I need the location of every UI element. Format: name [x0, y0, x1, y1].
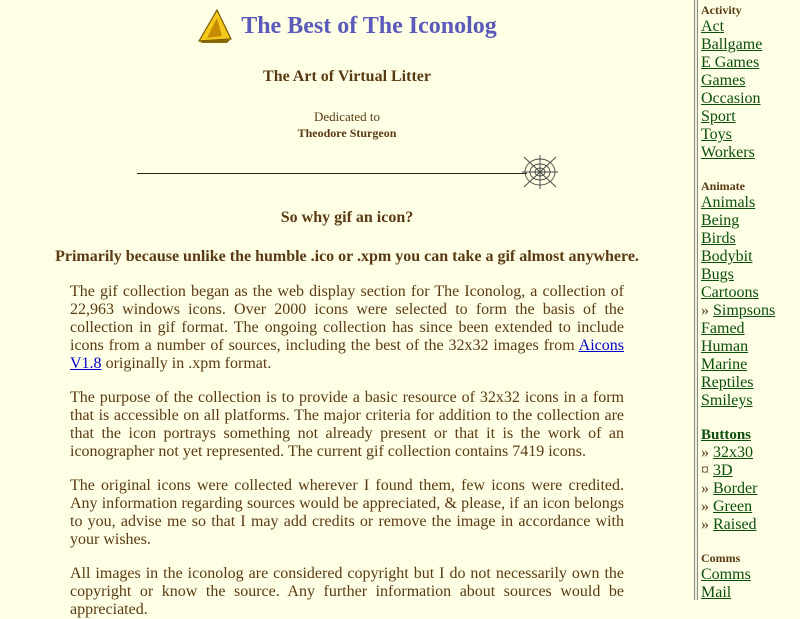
iconolog-logo-icon — [197, 8, 233, 44]
paragraph-purpose: The purpose of the collection is to provide a basic resource of 32x32 icons in a form that is accessible on all platforms. The major criteria for addition to the collection are that the icon portrays something not already present or that it is the work of an iconographer not yet represented. The current gif collection contains 7419 icons. — [70, 389, 624, 460]
heading-buttons[interactable]: Buttons — [701, 427, 752, 443]
sidebar-link-games[interactable]: Games — [701, 72, 746, 89]
page-title: The Best of The Iconolog — [241, 12, 497, 39]
sidebar-link-e-games[interactable]: E Games — [701, 54, 760, 71]
sidebar-link-animals[interactable]: Animals — [701, 194, 756, 211]
page-subtitle: The Art of Virtual Litter — [263, 68, 431, 85]
sidebar-link-green[interactable]: » Green — [701, 498, 753, 515]
heading-comms: Comms — [701, 551, 741, 565]
sidebar-link-marine[interactable]: Marine — [701, 356, 748, 373]
sidebar-link-ballgame[interactable]: Ballgame — [701, 36, 763, 53]
sidebar-link-human[interactable]: Human — [701, 338, 749, 355]
sidebar-link-bodybit[interactable]: Bodybit — [701, 248, 753, 265]
section-answer: Primarily because unlike the humble .ico or .xpm you can take a gif almost anywhere. — [55, 248, 639, 265]
paragraph-collection-tail: originally in .xpm format. — [101, 355, 272, 372]
bullet-marker: » — [701, 302, 709, 319]
sidebar-link-smileys[interactable]: Smileys — [701, 392, 753, 409]
sidebar-link-3d[interactable]: ¤ 3D — [701, 462, 733, 479]
paragraph-collection-text: The gif collection began as the web display section for The Iconolog, a collection of 22,963 windows icons. Over 2000 icons were selected to form the basis of the collection in gif format. The ongoing collection has since been extended to include icons from a number of sources, including the best of the 32x32 images from — [70, 283, 624, 354]
dedication-name: Theodore Sturgeon — [297, 126, 397, 140]
sidebar-link-32x30[interactable]: » 32x30 — [701, 444, 753, 461]
sidebar-link-reptiles[interactable]: Reptiles — [701, 374, 754, 391]
sidebar-link-sport[interactable]: Sport — [701, 108, 736, 125]
heading-animate: Animate — [701, 179, 745, 193]
sidebar-link-act[interactable]: Act — [701, 18, 725, 35]
category-sidebar — [698, 0, 800, 600]
sidebar-link-occasion[interactable]: Occasion — [701, 90, 761, 107]
sidebar-link-workers[interactable]: Workers — [701, 144, 755, 161]
sidebar-link-cartoons[interactable]: Cartoons — [701, 284, 759, 301]
paragraph-collection — [70, 283, 624, 373]
sidebar-link-being[interactable]: Being — [701, 212, 740, 229]
horizontal-rule — [137, 173, 527, 174]
paragraph-sources: The original icons were collected wherever I found them, few icons were credited. Any information regarding sources would be appreciated, & please, if an icon belongs to you, advise me so that I may add credits or remove the image in accordance with your wishes. — [70, 477, 624, 548]
page-header — [0, 8, 694, 44]
dedication-label: Dedicated to — [313, 109, 381, 124]
aicons-link[interactable]: Aicons V1.8 — [70, 337, 624, 372]
sidebar-link-birds[interactable]: Birds — [701, 230, 736, 247]
paragraph-copyright: All images in the iconolog are considered copyright but I do not necessarily own the copyright or know the source. Any further information about sources would be appreciated. — [70, 565, 624, 618]
sidebar-link-toys[interactable]: Toys — [701, 126, 732, 143]
sidebar-link-border[interactable]: » Border — [701, 480, 758, 497]
sidebar-link-simpsons[interactable]: » Simpsons — [701, 302, 776, 319]
section-question: So why gif an icon? — [280, 209, 414, 226]
heading-activity: Activity — [701, 3, 742, 17]
sidebar-link-mail[interactable]: Mail — [701, 584, 732, 601]
sidebar-link-comms[interactable]: Comms — [701, 566, 751, 583]
spider-web-icon — [522, 155, 558, 189]
sidebar-link-bugs[interactable]: Bugs — [701, 266, 734, 283]
sidebar-link-raised[interactable]: » Raised — [701, 516, 757, 533]
sidebar-link-famed[interactable]: Famed — [701, 320, 745, 337]
